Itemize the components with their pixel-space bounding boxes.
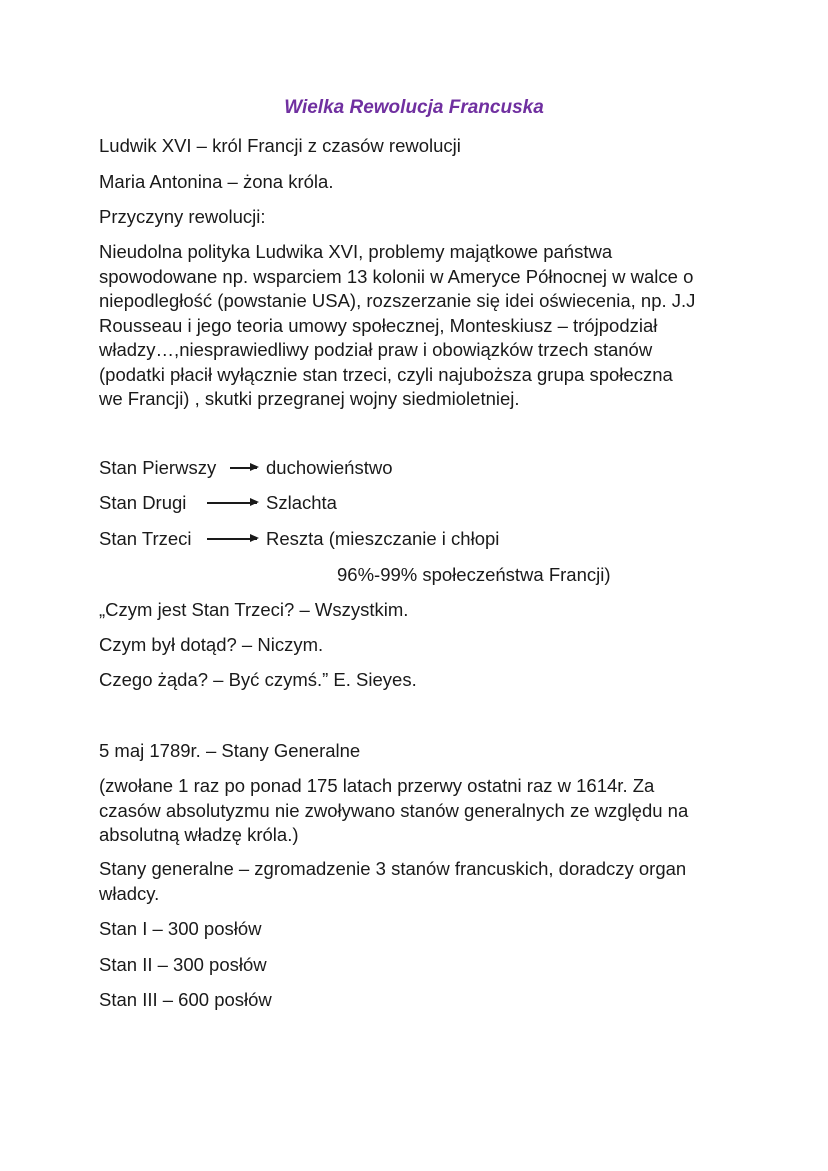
right-arrow-icon [207, 538, 257, 540]
estates-general-heading: 5 maj 1789r. – Stany Generalne [99, 740, 361, 761]
quote-line: Czym był dotąd? – Niczym. [99, 634, 324, 655]
estate-third-name: Stan Trzeci [99, 528, 192, 549]
deputies-stan-2: Stan II – 300 posłów [99, 954, 267, 975]
paragraph-line: Stany generalne – zgromadzenie 3 stanów francuskich, doradczy organ [99, 858, 687, 879]
estate-third-meaning: Reszta (mieszczanie i chłopi [266, 528, 500, 549]
paragraph-line: absolutną władzę króla.) [99, 824, 299, 845]
estate-first-name: Stan Pierwszy [99, 457, 217, 478]
right-arrow-icon [207, 502, 257, 504]
document-title: Wielka Rewolucja Francuska [284, 97, 544, 118]
causes-line: (podatki płacił wyłącznie stan trzeci, czyli najuboższa grupa społeczna [99, 363, 673, 385]
estate-second-name: Stan Drugi [99, 492, 187, 513]
estate-second-meaning: Szlachta [266, 492, 337, 513]
causes-line: Rousseau i jego teoria umowy społecznej, Monteskiusz – trójpodział [99, 314, 658, 336]
paragraph-line: władcy. [99, 882, 160, 904]
quote-line: Czego żąda? – Być czymś.” E. Sieyes. [99, 669, 417, 690]
paragraph-line: (zwołane 1 raz po ponad 175 latach przerwy ostatni raz w 1614r. Za [99, 775, 655, 796]
causes-line: władzy…,niesprawiedliwy podział praw i obowiązków trzech stanów [99, 339, 653, 360]
definition-paragraph [99, 857, 739, 906]
causes-line: Nieudolna polityka Ludwika XVI, problemy majątkowe państwa [99, 241, 613, 262]
causes-line: spowodowane np. wsparciem 13 kolonii w Ameryce Północnej w walce o [99, 265, 694, 287]
intro-line-king: Ludwik XVI – król Francji z czasów rewolucji [99, 135, 461, 156]
estates-general-paragraph [99, 774, 739, 848]
causes-heading: Przyczyny rewolucji: [99, 206, 266, 227]
intro-line-queen: Maria Antonina – żona króla. [99, 171, 334, 192]
right-arrow-icon [230, 467, 257, 469]
quote-line: „Czym jest Stan Trzeci? – Wszystkim. [99, 599, 409, 620]
deputies-stan-3: Stan III – 600 posłów [99, 989, 272, 1010]
paragraph-line: czasów absolutyzmu nie zwoływano stanów generalnych ze względu na [99, 799, 689, 821]
deputies-stan-1: Stan I – 300 posłów [99, 918, 262, 939]
causes-line: niepodległość (powstanie USA), rozszerzanie się idei oświecenia, np. J.J [99, 290, 696, 311]
causes-line: we Francji) , skutki przegranej wojny siedmioletniej. [99, 388, 520, 409]
estate-first-meaning: duchowieństwo [266, 457, 393, 478]
estate-third-note: 96%-99% społeczeństwa Francji) [337, 564, 611, 585]
causes-paragraph [99, 240, 739, 412]
